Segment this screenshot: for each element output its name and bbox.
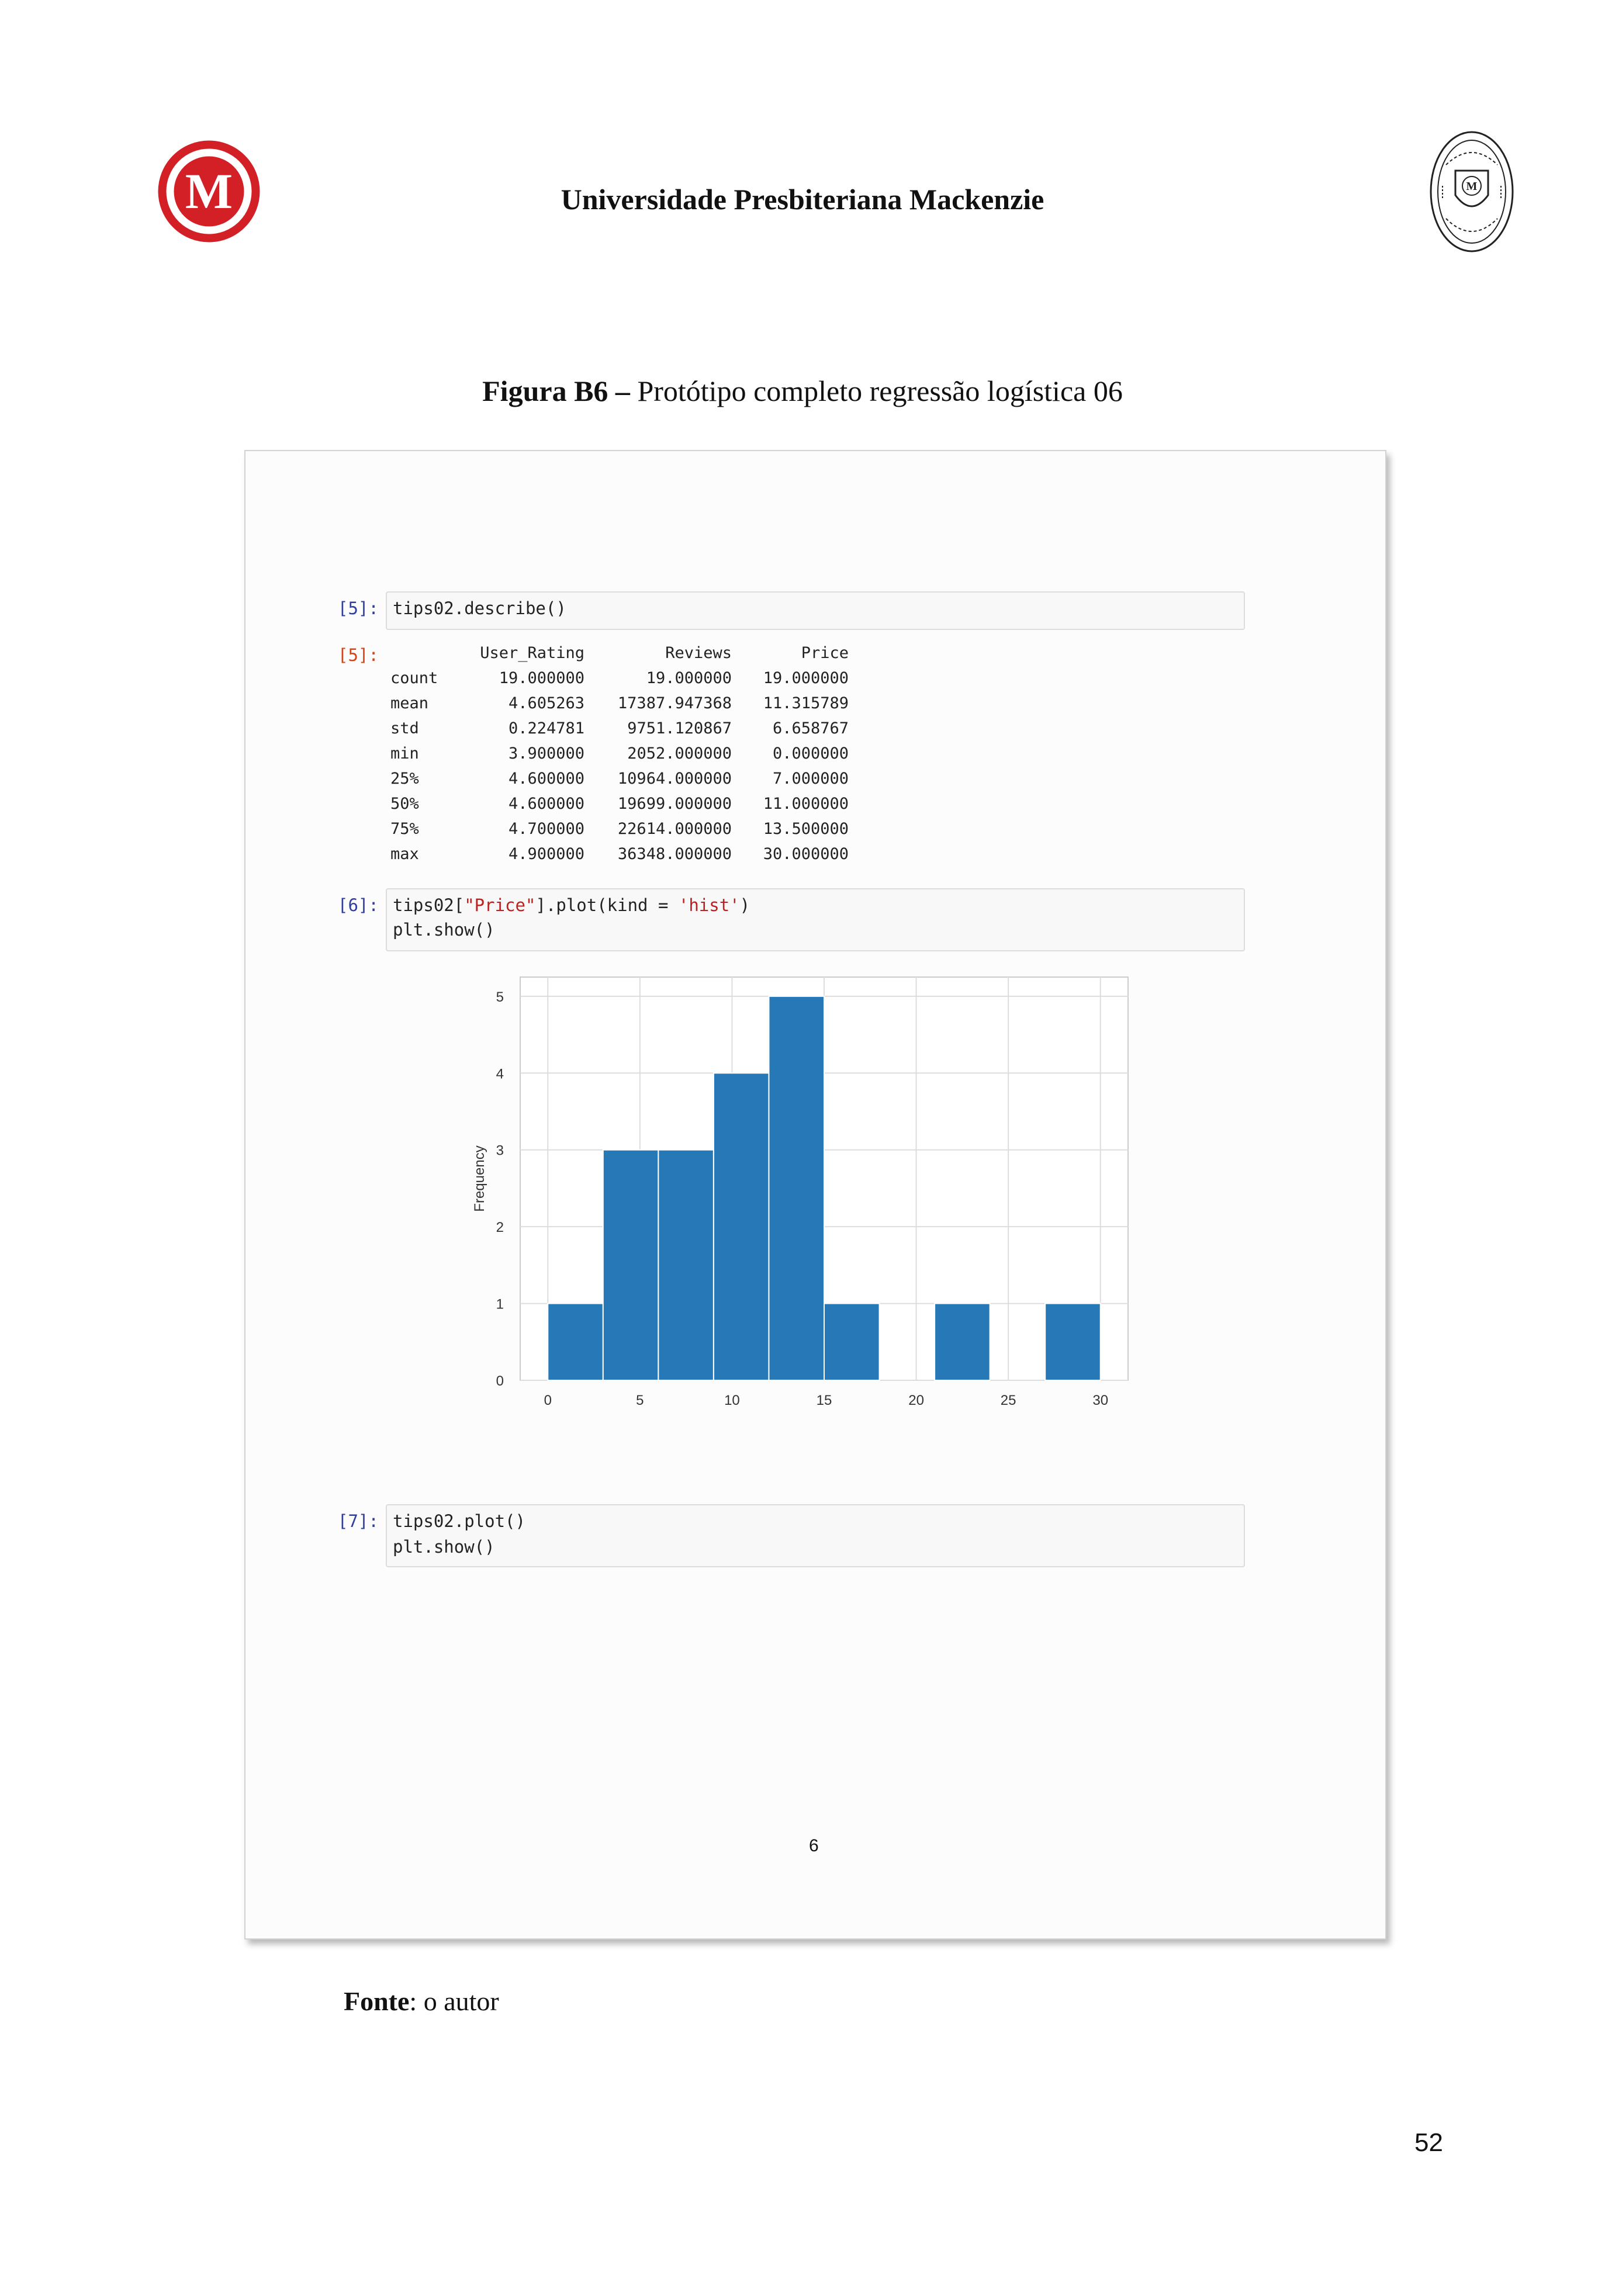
describe-cell: 7.000000 [772, 770, 849, 788]
describe-stat-label: 50% [390, 795, 419, 813]
describe-stat-label: count [390, 669, 438, 687]
describe-cell: 13.500000 [763, 820, 849, 838]
describe-stat-label: min [390, 744, 419, 763]
describe-cell: 4.605263 [508, 694, 584, 712]
x-tick-label: 10 [724, 1393, 740, 1408]
university-seal [1428, 130, 1515, 254]
describe-row [390, 766, 849, 791]
cell-6-code-line2: plt.show() [393, 920, 495, 940]
histogram-bar [769, 996, 824, 1380]
describe-stat-label: std [390, 719, 419, 737]
figure-label: Figura B6 – [482, 375, 630, 407]
describe-cell: 19.000000 [499, 669, 584, 687]
describe-cell: 11.000000 [763, 795, 849, 813]
describe-header-row [390, 640, 849, 666]
x-tick-label: 30 [1092, 1393, 1109, 1408]
price-histogram [468, 965, 1169, 1433]
cell-6-input[interactable] [386, 888, 1245, 951]
describe-cell: 19.000000 [763, 669, 849, 687]
describe-cell: 19.000000 [646, 669, 732, 687]
describe-table [390, 640, 849, 867]
describe-cell: 36348.000000 [617, 845, 732, 863]
cell-5-code: tips02.describe() [393, 598, 566, 618]
code-string: "Price" [464, 895, 536, 915]
x-tick-label: 15 [816, 1393, 832, 1408]
y-axis-label: Frequency [472, 1145, 487, 1212]
code-token: ) [739, 895, 750, 915]
y-tick-label: 0 [496, 1373, 504, 1389]
describe-row [390, 791, 849, 816]
describe-cell: 9751.120867 [627, 719, 732, 737]
y-tick-label: 5 [496, 989, 504, 1005]
y-tick-label: 2 [496, 1220, 504, 1236]
describe-col-header: User_Rating [480, 644, 584, 662]
notebook-screenshot [244, 450, 1386, 1940]
code-string: 'hist' [678, 895, 740, 915]
describe-stat-label: 25% [390, 770, 419, 788]
cell-5-input[interactable] [386, 591, 1245, 630]
x-tick-label: 25 [1000, 1393, 1016, 1408]
cell-6-in-prompt: [6]: [338, 895, 379, 915]
histogram-bar [603, 1150, 659, 1380]
describe-row [390, 741, 849, 766]
histogram-bar [935, 1304, 990, 1380]
cell-7-code-line2: plt.show() [393, 1537, 495, 1557]
cell-6-code-line1 [393, 895, 750, 915]
cell-7-input[interactable] [386, 1504, 1245, 1567]
describe-col-header: Reviews [665, 644, 732, 662]
describe-cell: 0.224781 [508, 719, 584, 737]
describe-cell: 11.315789 [763, 694, 849, 712]
describe-cell: 30.000000 [763, 845, 849, 863]
cell-5-out-prompt: [5]: [338, 645, 379, 665]
x-tick-label: 20 [908, 1393, 924, 1408]
histogram-bar [1045, 1304, 1101, 1380]
figure-caption [0, 374, 1605, 408]
describe-stat-label: 75% [390, 820, 419, 838]
y-tick-label: 3 [496, 1142, 504, 1159]
describe-cell: 4.600000 [508, 795, 584, 813]
histogram-bar [714, 1073, 769, 1380]
describe-row [390, 666, 849, 691]
y-tick-label: 1 [496, 1296, 504, 1313]
cell-7-code-line1: tips02.plot() [393, 1511, 525, 1531]
describe-cell: 19699.000000 [617, 795, 732, 813]
describe-stat-label: max [390, 845, 419, 863]
university-name: Universidade Presbiteriana Mackenzie [561, 183, 1044, 216]
describe-cell: 4.600000 [508, 770, 584, 788]
describe-cell: 4.900000 [508, 845, 584, 863]
source-label: Fonte [344, 1986, 410, 2016]
svg-text:M: M [1466, 180, 1478, 193]
describe-cell: 2052.000000 [627, 744, 732, 763]
source-text: : o autor [409, 1986, 499, 2016]
histogram-bar [824, 1304, 880, 1380]
cell-7-in-prompt: [7]: [338, 1511, 379, 1531]
code-token: ].plot(kind = [535, 895, 679, 915]
inner-page-number: 6 [809, 1836, 819, 1855]
histogram-bar [548, 1304, 603, 1380]
cell-5-in-prompt: [5]: [338, 598, 379, 618]
x-tick-label: 0 [544, 1393, 552, 1408]
y-tick-label: 4 [496, 1066, 504, 1082]
histogram-bar [658, 1150, 714, 1380]
describe-row [390, 841, 849, 867]
describe-cell: 0.000000 [772, 744, 849, 763]
describe-cell: 6.658767 [772, 719, 849, 737]
svg-text:M: M [185, 163, 233, 219]
describe-index-header [390, 640, 449, 666]
code-token: tips02[ [393, 895, 465, 915]
describe-cell: 22614.000000 [617, 820, 732, 838]
describe-cell: 4.700000 [508, 820, 584, 838]
figure-title: Protótipo completo regressão logística 06 [637, 375, 1123, 407]
describe-row [390, 816, 849, 841]
describe-cell: 3.900000 [508, 744, 584, 763]
describe-cell: 17387.947368 [617, 694, 732, 712]
describe-cell: 10964.000000 [617, 770, 732, 788]
describe-row [390, 716, 849, 741]
describe-stat-label: mean [390, 694, 429, 712]
describe-row [390, 691, 849, 716]
page-number: 52 [1414, 2128, 1443, 2157]
describe-col-header: Price [801, 644, 849, 662]
x-tick-label: 5 [636, 1393, 644, 1408]
figure-source [344, 1986, 499, 2017]
